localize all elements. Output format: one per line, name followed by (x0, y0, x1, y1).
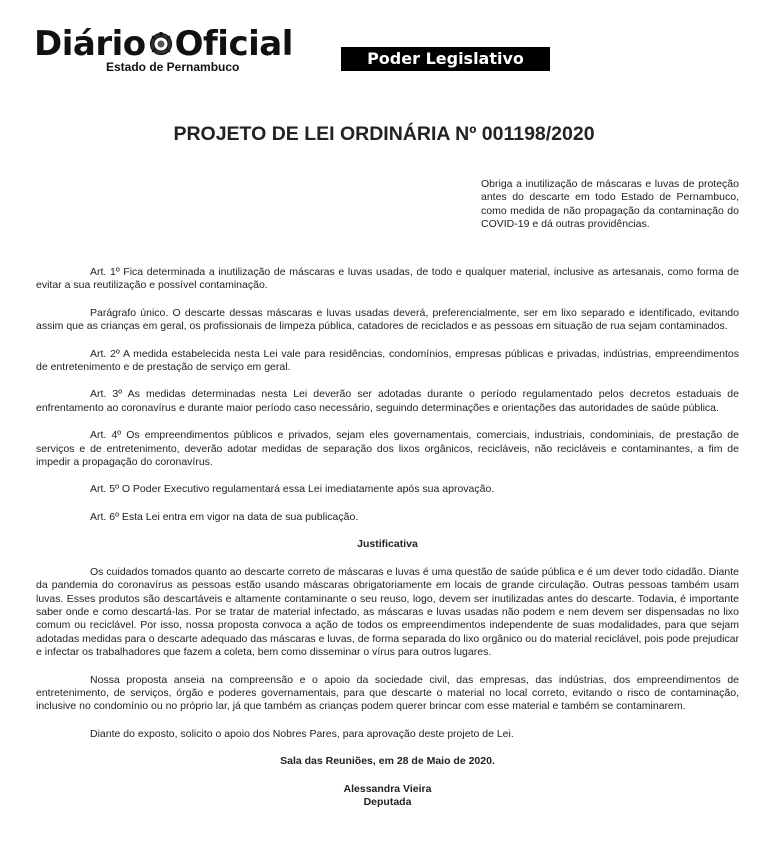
justificativa-paragraph: Diante do exposto, solicito o apoio dos Nobres Pares, para aprovação deste projeto de Lei. (90, 727, 514, 740)
article-1-paragraph-unico: Parágrafo único. O descarte dessas máscaras e luvas usadas deverá, preferencialmente, ser em lixo separado e identificado, evitando assim que as crianças em geral, os profissionais de limpeza pública, catadores de reciclados e as pessoas em situação de rua sejam contaminados. (36, 306, 739, 333)
article-6: Art. 6º Esta Lei entra em vigor na data de sua publicação. (90, 510, 359, 523)
logo-subtitle: Estado de Pernambuco (106, 60, 240, 74)
justificativa-heading: Justificativa (357, 538, 418, 551)
diario-oficial-logo (34, 22, 324, 78)
header (0, 0, 768, 90)
sala-das-reunioes: Sala das Reuniões, em 28 de Maio de 2020. (280, 755, 495, 768)
article-3: Art. 3º As medidas determinadas nesta Lei deverão ser adotadas durante o período regulamentado pelos decretos estaduais de enfrentamento ao coronavírus e durante maior período caso necessário, seguindo determinações e orientações das autoridades de saúde pública. (36, 388, 739, 414)
article-5: Art. 5º O Poder Executivo regulamentará essa Lei imediatamente após sua aprovação. (90, 483, 495, 496)
signer-role: Deputada (363, 795, 412, 808)
logo-word-oficial: Oficial (174, 23, 293, 64)
document-body (36, 266, 739, 809)
branch-banner: Poder Legislativo (341, 47, 550, 71)
justificativa-paragraph: Nossa proposta anseia na compreensão e o apoio da sociedade civil, das empresas, das indústrias, dos empreendimentos de entretenimento, de serviços, órgão e poderes governamentais, para que descarte o material no local correto, evitando o risco de contaminação, inclusive no condomínio ou no próprio lar, já que também as crianças podem querer brincar com esse material e também se contaminarem. (36, 673, 739, 713)
ementa: Obriga a inutilização de máscaras e luvas de proteção antes do descarte em todo Estado de Pernambuco, como medida de não propagação da contaminação do COVID-19 e dá outras providências. (481, 178, 739, 231)
signer-name: Alessandra Vieira (343, 782, 432, 795)
justificativa-paragraph: Os cuidados tomados quanto ao descarte correto de máscaras e luvas é uma questão de saúde pública e é um dever todo cidadão. Diante da pandemia do coronavírus as pessoas estão usando máscaras obrigatoriamente em locais de grande circulação. Outras pessoas também usam luvas. Esses produtos são descartáveis e altamente contaminante o seu reuso, logo, devem ser inutilizadas antes do descarte. Todavia, é importante saber onde e como descartá-las. Por se tratar de material infectado, as máscaras e luvas usadas não podem e nem devem ser dispensadas no lixo comum ou reciclável. Por isso, nossa proposta convoca a ação de todos os empreendimentos independente de suas modalidades, para que sejam adotadas medidas para o descarte adequado das máscaras e luvas, de forma separada do lixo orgânico ou do material reciclável, pois pode prejudicar e infectar os trabalhadores que fazem a coleta, bem como disseminar o vírus para outros lugares. (36, 565, 739, 659)
article-4: Art. 4º Os empreendimentos públicos e privados, sejam eles governamentais, comerciais, industriais, condominiais, de prestação de serviços e de entretenimento, deverão adotar medidas de separação dos lixos orgânicos, recicláveis, não recicláveis e contaminantes, a fim de impedir a propagação do coronavírus. (36, 429, 739, 469)
logo-wordmark (34, 22, 293, 64)
logo-word-diario: Diário (34, 23, 146, 64)
state-seal-icon (149, 31, 173, 57)
article-2: Art. 2º A medida estabelecida nesta Lei vale para residências, condomínios, empresas públicas e privadas, indústrias, empreendimentos de entretenimento e de prestação de serviço em geral. (36, 347, 739, 374)
article-1: Art. 1º Fica determinada a inutilização de máscaras e luvas usadas, de todo e qualquer material, inclusive as artesanais, como forma de evitar a sua reutilização e possível contaminação. (36, 266, 739, 292)
document-title: PROJETO DE LEI ORDINÁRIA Nº 001198/2020 (173, 123, 595, 145)
